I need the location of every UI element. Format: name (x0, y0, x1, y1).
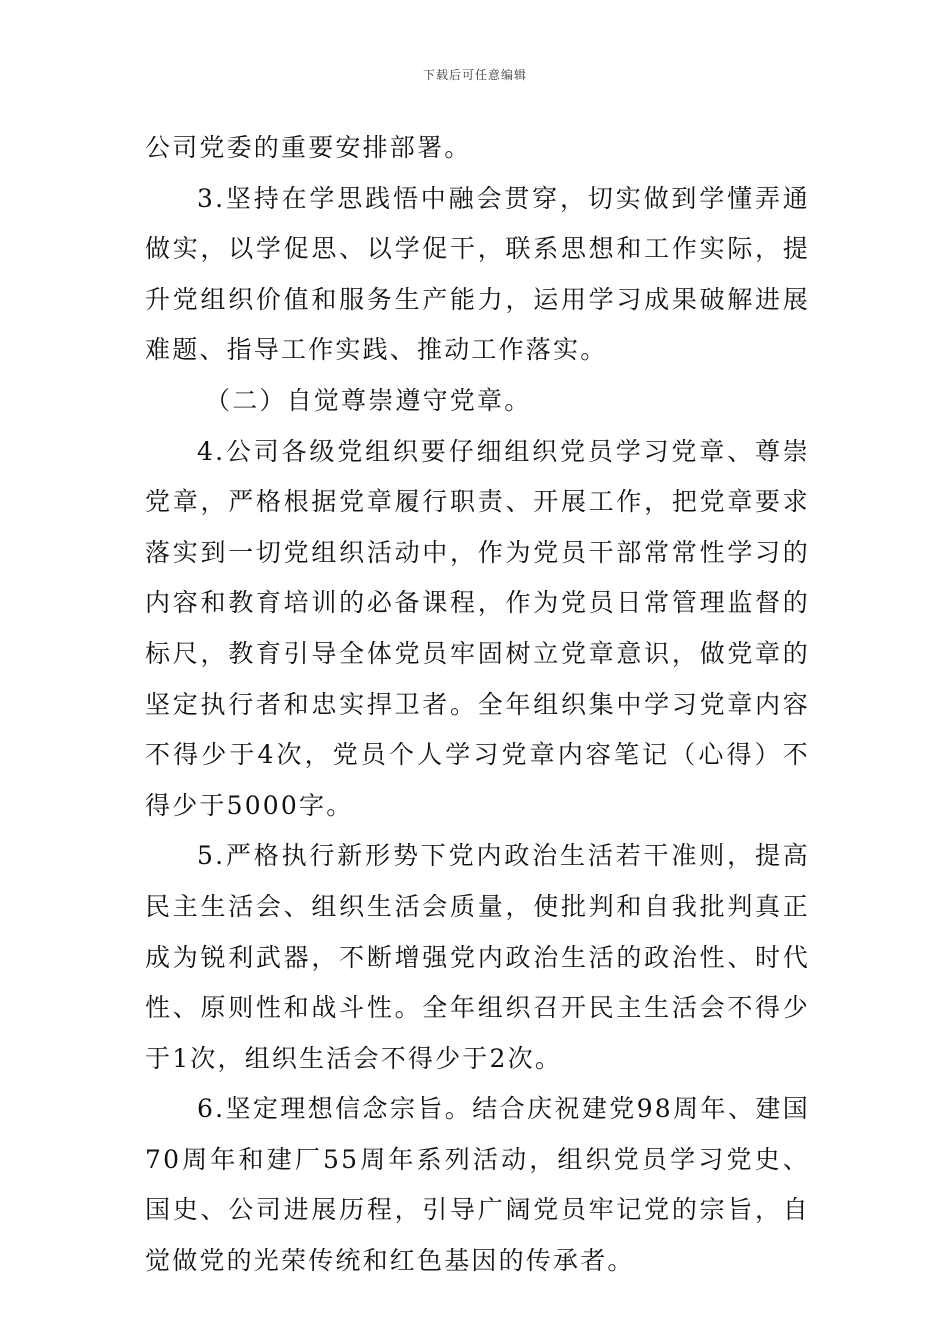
paragraph-continuation: 公司党委的重要安排部署。 (145, 133, 472, 162)
paragraph-item-5: 5.严格执行新形势下党内政治生活若干准则，提高民主生活会、组织生活会质量，使批判和自我批判真正成为锐利武器，不断增强党内政治生活的政治性、时代性、原则性和战斗性。全年组织召开民主生活会不得少于1次，组织生活会不得少于2次。 (145, 841, 810, 1073)
document-body (145, 123, 810, 1287)
paragraph-item-6: 6.坚定理想信念宗旨。结合庆祝建党98周年、建国70周年和建厂55周年系列活动，组织党员学习党史、国史、公司进展历程，引导广阔党员牢记党的宗旨，自觉做党的光荣传统和红色基因的传承者。 (145, 1094, 810, 1276)
section-heading-2: （二）自觉尊崇遵守党章。 (205, 385, 532, 415)
paragraph-item-3: 3.坚持在学思践悟中融会贯穿，切实做到学懂弄通做实，以学促思、以学促干，联系思想和工作实际，提升党组织价值和服务生产能力，运用学习成果破解进展难题、指导工作实践、推动工作落实。 (145, 183, 810, 365)
paragraph-item-4: 4.公司各级党组织要仔细组织党员学习党章、尊崇党章，严格根据党章履行职责、开展工作，把党章要求落实到一切党组织活动中，作为党员干部常常性学习的内容和教育培训的必备课程，作为党员日常管理监督的标尺，教育引导全体党员牢固树立党章意识，做党章的坚定执行者和忠实捍卫者。全年组织集中学习党章内容不得少于4次，党员个人学习党章内容笔记（心得）不得少于5000字。 (145, 436, 810, 820)
page-header-note: 下载后可任意编辑 (422, 68, 527, 82)
